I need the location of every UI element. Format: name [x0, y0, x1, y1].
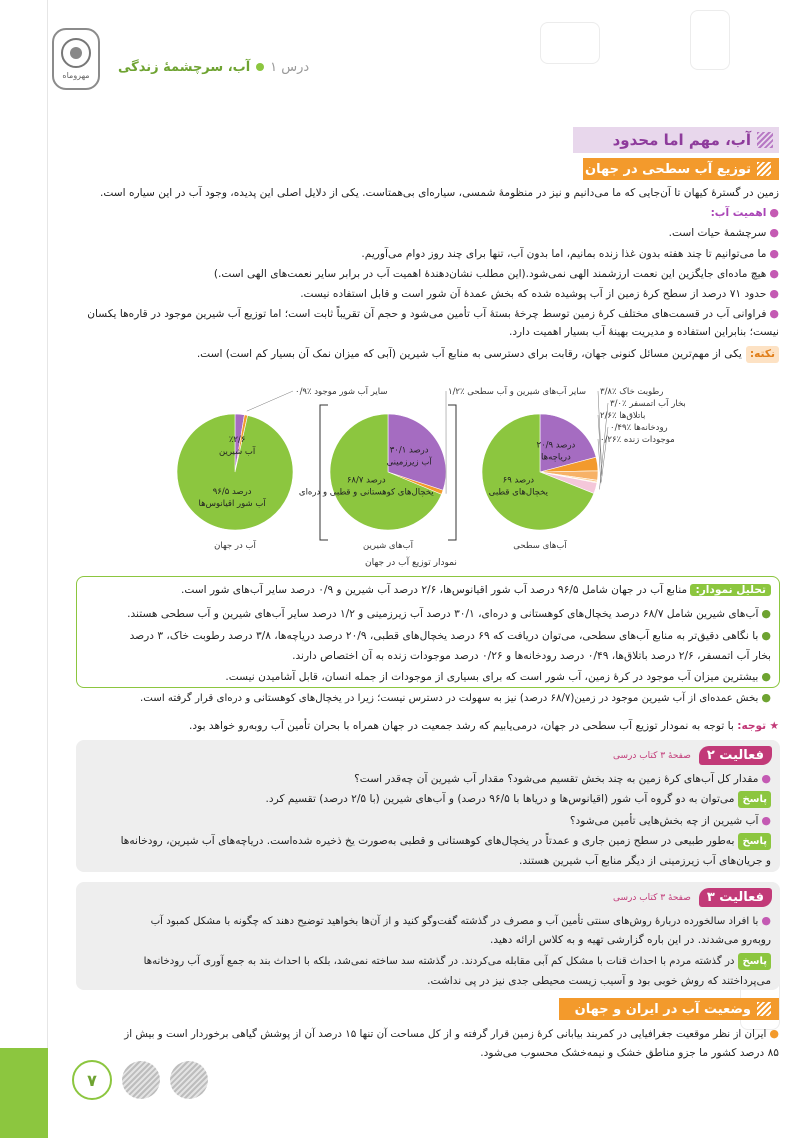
dot-icon: [256, 63, 264, 71]
paragraph: [124, 1025, 779, 1043]
left-margin: [0, 0, 48, 1048]
section-heading: [573, 127, 779, 153]
list-item-text: فراوانی آب در قسمت‌های مختلف کرهٔ زمین توسط چرخهٔ بستهٔ آب تأمین می‌شود و حجم آن تقریباً ثابت است؛ اما توزیع آب شیرین موجود در قاره‌ها یکسان: [87, 308, 767, 320]
activity-3-header: [613, 888, 772, 907]
publisher-logo: [52, 28, 100, 90]
importance-heading: [711, 204, 779, 222]
green-strip: [0, 1048, 48, 1138]
slice-label: باتلاق‌ها ٪۲/۶: [600, 411, 646, 421]
chart-title: آب‌های شیرین: [362, 541, 414, 551]
slice-label: رطوبت خاک ٪۳/۸: [600, 387, 664, 397]
paragraph: [100, 185, 779, 202]
stripe-icon: [757, 162, 771, 176]
analysis-text: با نگاهی دقیق‌تر به منابع آب‌های سطحی، می‌توان دریافت که ۶۹ درصد یخچال‌های قطبی، ۲۰/۹ درصد دریاچه‌ها، ۳/۸ درصد رطوبت خاک، ۳ درصد: [129, 630, 759, 642]
activity-answer: [144, 953, 771, 970]
stripe-icon: [757, 132, 773, 148]
slice-value-label: ۳۰/۱ درصد: [389, 445, 429, 456]
activity-question: [570, 812, 771, 830]
water-distribution-charts: [150, 350, 790, 570]
slice-value-label: ٪۲/۶: [228, 434, 246, 445]
slice-name-label: آب زیرزمینی: [386, 457, 432, 468]
bullet-icon: ●: [769, 307, 779, 320]
slice-label: موجودات زنده ٪۰/۲۶: [600, 435, 675, 445]
answer-label: پاسخ: [738, 833, 771, 850]
answer-label: پاسخ: [738, 791, 771, 808]
bullet-icon: ●: [769, 287, 779, 300]
list-item-text: سرچشمهٔ حیات است.: [668, 227, 767, 239]
leader-line: [598, 391, 601, 463]
paragraph-text: ۸۵ درصد کشور ما جزو مناطق خشک و نیمه‌خشک محسوب می‌شود.: [480, 1047, 779, 1059]
subheading-iran-world: [559, 998, 779, 1020]
list-item-continued: [509, 324, 779, 341]
bullet-icon: ●: [761, 670, 771, 683]
question-text: روبه‌رو می‌شدند. در این باره گزارشی تهیه و به کلاس ارائه دهید.: [489, 934, 771, 946]
bullet-icon: ●: [761, 607, 771, 620]
slice-name-label: یخچال‌های قطبی: [488, 487, 549, 498]
list-item-text: حدود ۷۱ درصد از سطح کرهٔ زمین از آب پوشیده شده که بخش عمدهٔ آن شور است و قابل استفاده نیست.: [300, 288, 767, 300]
chart-title: آب در جهان: [214, 541, 256, 551]
slice-label: سایر آب شور موجود ٪۰/۹: [295, 387, 388, 397]
importance-label: اهمیت آب:: [710, 207, 767, 219]
question-text: با افراد سالخورده دربارهٔ روش‌های سنتی تأمین آب و مصرف در گذشته گفت‌وگو کنید و از آن‌ها بخواهید توضیح دهند که چگونه با مشکل کمبود آب: [150, 916, 759, 927]
activity-badge: فعالیت ۲: [699, 746, 772, 765]
bracket-left: [320, 405, 328, 540]
question-text: آب شیرین از چه بخش‌هایی تأمین می‌شود؟: [569, 815, 759, 827]
analysis-text: آب‌های شیرین شامل ۶۸/۷ درصد یخچال‌های کوهستانی و دره‌ای، ۳۰/۱ درصد آب زیرزمینی و ۱/۲ درصد سایر آب‌های شیرین و آب سطحی هستند.: [127, 608, 759, 620]
analysis-line: [127, 605, 771, 623]
activity-page-ref: صفحهٔ ۳ کتاب درسی: [612, 892, 691, 903]
list-item: [87, 305, 779, 323]
bullet-icon: ●: [769, 1027, 779, 1040]
analysis-line: [292, 648, 771, 665]
list-item-text: نیست؛ بنابراین استفاده و مدیریت بهینهٔ آب بسیار اهمیت دارد.: [508, 326, 779, 338]
answer-text: می‌توان به دو گروه آب شور (اقیانوس‌ها و دریاها با ۹۶/۵ درصد) و آب‌های شیرین (با ۲/۵ درصد) تقسیم کرد.: [265, 793, 735, 805]
charts-svg: [150, 350, 790, 570]
leader-line: [247, 391, 293, 411]
decorative-circle: [170, 1061, 208, 1099]
slice-value-label: ۹۶/۵ درصد: [212, 486, 252, 497]
slice-name-label: یخچال‌های کوهستانی و قطبی و دره‌ای: [298, 487, 434, 498]
list-item-text: هیچ ماده‌ای جایگزین این نعمت ارزشمند الهی نمی‌شود.(این مطلب نشان‌دهندهٔ اهمیت آب در برابر سایر نعمت‌های الهی است.): [213, 268, 767, 280]
stripe-icon: [757, 1002, 771, 1016]
answer-text: به‌طور طبیعی در سطح زمین جاری و عمدتاً در یخچال‌های کوهستانی و قطبی به‌صورت یخ ذخیره شده‌است. دریاچه‌های آب شیرین، رودخانه‌ها: [120, 835, 735, 847]
analysis-text: منابع آب در جهان شامل ۹۶/۵ درصد آب شور اقیانوس‌ها، ۲/۶ درصد آب شیرین و ۰/۹ درصد سایر آب‌های شور است.: [180, 584, 688, 596]
slice-name-label: آب شیرین: [218, 446, 256, 457]
analysis-title: تحلیل نمودار:: [690, 584, 771, 596]
paragraph-text: ایران از نظر موقعیت جغرافیایی در کمربند بیابانی کرهٔ زمین قرار گرفته و از کل مساحت آن تنها ۱۵ درصد آن از پوشش گیاهی برخوردار است و بیش از: [124, 1028, 767, 1040]
doodle-decoration: [690, 10, 730, 70]
subheading-distribution: [583, 158, 779, 180]
analysis-text: بیشترین میزان آب موجود در کرهٔ زمین، آب شور است که برای بسیاری از موجودات از جمله انسان، قابل آشامیدن نیست.: [225, 671, 759, 683]
note-text: یکی از مهم‌ترین مسائل کنونی جهان، رقابت برای دسترسی به منابع آب شیرین (آبی که میزان نمک آن بسیار کم است) است.: [196, 348, 742, 360]
doodle-decoration: [540, 22, 600, 64]
tip-text: با توجه به نمودار توزیع آب سطحی در جهان، درمی‌یابیم که رشد جمعیت در جهان همراه با بحران تأمین آب روبه‌رو خواهد بود.: [189, 720, 734, 732]
activity-question-continued: [490, 932, 771, 949]
lesson-title: آب، سرچشمهٔ زندگی: [118, 59, 251, 75]
star-icon: ★: [769, 720, 779, 732]
bullet-icon: ●: [769, 226, 779, 239]
page-number: ۷: [72, 1060, 112, 1100]
bullet-icon: ●: [761, 772, 771, 785]
slice-value-label: ۶۹ درصد: [502, 475, 535, 486]
activity-question: [151, 912, 771, 930]
list-item-text: ما می‌توانیم تا چند هفته بدون غذا زنده بمانیم، اما بدون آب، تنها برای چند روز دوام می‌آوریم.: [361, 248, 767, 260]
analysis-line: [140, 689, 771, 707]
section-title: آب، مهم اما محدود: [612, 131, 751, 149]
answer-label: پاسخ: [738, 953, 771, 970]
tip-label: توجه:: [737, 720, 767, 732]
slice-label: بخار آب اتمسفر ٪۳/۰: [610, 399, 686, 409]
bullet-icon: ●: [761, 814, 771, 827]
bullet-icon: ●: [769, 247, 779, 260]
analysis-line: [225, 668, 771, 686]
analysis-line: [181, 582, 771, 599]
bullet-icon: ●: [769, 267, 779, 280]
decorative-circle: [122, 1061, 160, 1099]
activity-2-header: [613, 746, 772, 765]
answer-text: می‌پرداختند که روش خوبی بود و آسیب زیست محیطی جدی نیز در پی نداشت.: [427, 975, 771, 987]
list-item: [669, 224, 779, 242]
subheading-text: وضعیت آب در ایران و جهان: [574, 1001, 751, 1017]
activity-answer: [266, 791, 771, 808]
activity-question: [354, 770, 771, 788]
list-item: [300, 285, 779, 303]
slice-label: سایر آب‌های شیرین و آب سطحی ٪۱/۲: [448, 387, 586, 397]
question-text: مقدار کل آب‌های کرهٔ زمین به چند بخش تقسیم می‌شود؟ مقدار آب شیرین آن چه‌قدر است؟: [354, 773, 759, 785]
paragraph-continued: [480, 1045, 779, 1062]
bracket-right: [448, 405, 456, 540]
activity-answer: [121, 833, 771, 850]
activity-answer-continued: [519, 853, 771, 870]
list-item: [214, 265, 779, 283]
list-item: [361, 245, 779, 263]
bullet-icon: ●: [761, 629, 771, 642]
slice-value-label: ۶۸/۷ درصد: [346, 475, 386, 486]
answer-text: در گذشته مردم با احداث قنات با مشکل کم آبی مقابله می‌کردند. در گذشته سد ساخته نمی‌شد، بلکه با احداث بند به جمع آوری آب رودخانه‌ها: [143, 956, 735, 967]
chart-title: آب‌های سطحی: [513, 541, 567, 551]
note-label: نکته:: [746, 346, 779, 363]
pie-slice: [177, 414, 293, 530]
slice-value-label: ۲۰/۹ درصد: [536, 440, 576, 451]
analysis-text: بخش عمده‌ای از آب شیرین موجود در زمین(۶۸/۷ درصد) نیز به سهولت در دسترس نیست؛ زیرا در یخچال‌های کوهستانی و دره‌ای قرار گرفته است.: [140, 693, 759, 704]
logo-text: مهروماه: [62, 71, 90, 80]
slice-name-label: دریاچه‌ها: [541, 452, 571, 463]
bullet-icon: ●: [761, 914, 771, 927]
tip: [189, 718, 779, 735]
analysis-line: [130, 627, 771, 645]
logo-icon: [61, 38, 91, 68]
analysis-text: بخار آب اتمسفر، ۲/۶ درصد باتلاق‌ها، ۰/۴۹ درصد رودخانه‌ها و ۰/۲۶ درصد موجودات زنده به آن اختصاص دارند.: [292, 650, 771, 662]
activity-answer-continued: [427, 973, 771, 990]
chart-caption: نمودار توزیع آب در جهان: [365, 558, 457, 568]
subheading-text: توزیع آب سطحی در جهان: [585, 161, 751, 177]
activity-badge: فعالیت ۳: [699, 888, 772, 907]
answer-text: و جریان‌های آب زیرزمینی از دیگر منابع آب شیرین هستند.: [518, 855, 771, 867]
lesson-number: درس ۱: [270, 59, 310, 75]
slice-name-label: آب شور اقیانوس‌ها: [198, 498, 266, 509]
slice-label: رودخانه‌ها ٪۰/۴۹: [610, 423, 668, 433]
bullet-icon: ●: [761, 691, 771, 704]
activity-page-ref: صفحهٔ ۳ کتاب درسی: [612, 750, 691, 761]
bullet-icon: ●: [769, 206, 779, 219]
paragraph-text: زمین در گسترهٔ کیهان تا آن‌جایی که ما می‌دانیم و نیز در منظومهٔ شمسی، سیاره‌ای بی‌همتاست. یکی از دلایل اصلی این پدیده، وجود آب در این سیاره است.: [99, 187, 779, 199]
page-footer: [72, 1060, 208, 1100]
page-header: [118, 50, 418, 84]
